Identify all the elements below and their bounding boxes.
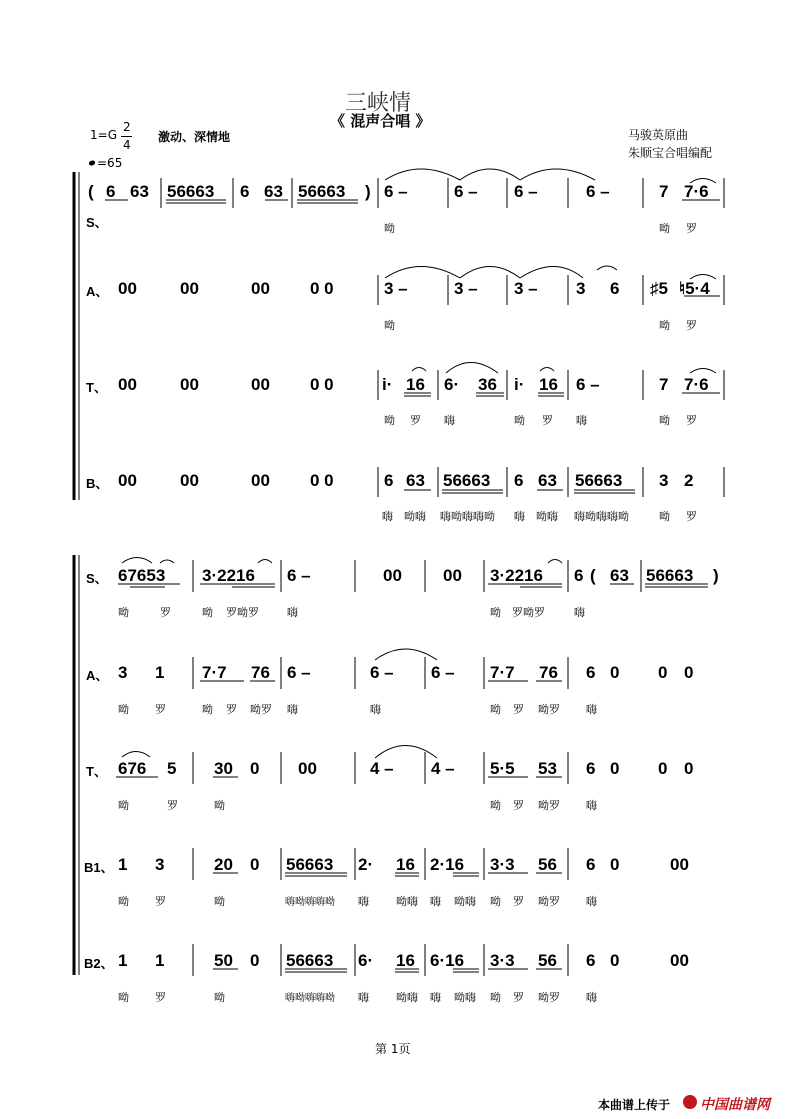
lyric: 呦嗨 bbox=[396, 991, 418, 1004]
note: 6 bbox=[574, 566, 584, 585]
note: 56663 bbox=[167, 182, 215, 201]
note: 6·16 bbox=[430, 951, 465, 970]
note: 0 0 bbox=[310, 471, 334, 490]
note: 0 bbox=[658, 759, 668, 778]
note: 50 bbox=[214, 951, 233, 970]
note: ) bbox=[365, 182, 371, 201]
note: 6· bbox=[358, 951, 374, 970]
note: 6 – bbox=[586, 182, 610, 201]
note: 16 bbox=[396, 951, 415, 970]
lyric: 呦罗 bbox=[538, 799, 560, 812]
time-signature-divider bbox=[121, 136, 132, 137]
note: 63 bbox=[538, 471, 557, 490]
note: 56663 bbox=[575, 471, 623, 490]
note: 3·2216 bbox=[202, 566, 255, 585]
lyric: 呦罗 bbox=[538, 991, 560, 1004]
note: 30 bbox=[214, 759, 233, 778]
lyric: 嗨 bbox=[287, 703, 298, 716]
lyric: 罗呦罗 bbox=[512, 606, 545, 619]
note: 3 – bbox=[384, 279, 408, 298]
lyric: 罗 bbox=[513, 703, 524, 716]
lyric: 呦 bbox=[490, 895, 501, 908]
arranger-credit: 朱顺宝合唱编配 bbox=[628, 146, 713, 160]
note: 6 bbox=[610, 279, 620, 298]
lyric: 嗨 bbox=[586, 991, 597, 1004]
note: 7 bbox=[659, 375, 669, 394]
lyric: 嗨呦嗨嗨呦 bbox=[285, 897, 335, 908]
lyric: 罗呦罗 bbox=[226, 606, 259, 619]
lyric: 罗 bbox=[513, 991, 524, 1004]
note: 6· bbox=[444, 375, 460, 394]
tempo-mark: =65 bbox=[97, 156, 123, 170]
note: 56663 bbox=[286, 951, 334, 970]
note: 00 bbox=[118, 471, 137, 490]
note: ♮5·4 bbox=[679, 279, 710, 298]
note: 3 bbox=[576, 279, 586, 298]
lyric: 呦罗 bbox=[538, 895, 560, 908]
voice-label-alto: A、 bbox=[86, 668, 109, 683]
note: 2·16 bbox=[430, 855, 465, 874]
score-subtitle: 《 混声合唱 》 bbox=[330, 112, 431, 130]
lyric: 罗 bbox=[155, 895, 166, 908]
lyric: 呦嗨 bbox=[396, 895, 418, 908]
note: 1 bbox=[155, 663, 165, 682]
note: 00 bbox=[298, 759, 317, 778]
note: 00 bbox=[443, 566, 462, 585]
lyric: 呦 bbox=[490, 703, 501, 716]
note: 6 – bbox=[287, 566, 311, 585]
lyric: 罗 bbox=[686, 319, 697, 332]
note: 0 bbox=[658, 663, 668, 682]
lyric: 罗 bbox=[410, 414, 421, 427]
note: 1 bbox=[118, 951, 128, 970]
note: 0 bbox=[684, 663, 694, 682]
lyric: 呦 bbox=[659, 414, 670, 427]
key-signature: 1=G bbox=[90, 128, 117, 142]
note: 6 bbox=[586, 951, 596, 970]
note: 5 bbox=[167, 759, 177, 778]
lyric: 嗨 bbox=[430, 895, 441, 908]
time-signature-top: 2 bbox=[123, 120, 131, 134]
note: 6 bbox=[586, 855, 596, 874]
note: 0 bbox=[250, 759, 260, 778]
lyric: 嗨 bbox=[586, 799, 597, 812]
lyric: 嗨呦嗨嗨呦 bbox=[285, 993, 335, 1004]
note: ( bbox=[88, 182, 94, 201]
expression-mark: 激动、深情地 bbox=[158, 130, 231, 144]
note: 0 bbox=[250, 855, 260, 874]
time-signature-bottom: 4 bbox=[123, 138, 131, 152]
lyric: 呦 bbox=[659, 510, 670, 523]
note: 56663 bbox=[443, 471, 491, 490]
lyric: 嗨 bbox=[586, 895, 597, 908]
note: 6 – bbox=[576, 375, 600, 394]
note: 00 bbox=[180, 471, 199, 490]
lyric: 呦 bbox=[490, 799, 501, 812]
note: 00 bbox=[180, 375, 199, 394]
note: 16 bbox=[539, 375, 558, 394]
note: 3·2216 bbox=[490, 566, 543, 585]
note: 7 bbox=[659, 182, 669, 201]
note: 6 bbox=[586, 663, 596, 682]
note: 7·6 bbox=[684, 182, 709, 201]
lyric: 嗨 bbox=[586, 703, 597, 716]
lyric: 嗨 bbox=[370, 703, 381, 716]
note: i· bbox=[382, 375, 393, 394]
note: 7·7 bbox=[490, 663, 515, 682]
note: 0 bbox=[610, 663, 620, 682]
lyric: 呦 bbox=[490, 606, 501, 619]
note: 6 bbox=[106, 182, 116, 201]
lyric: 嗨 bbox=[444, 414, 455, 427]
note: 0 bbox=[250, 951, 260, 970]
note: 56663 bbox=[286, 855, 334, 874]
upload-notice: 本曲谱上传于 bbox=[598, 1098, 671, 1112]
note: ( bbox=[590, 566, 596, 585]
voice-label-bass-1: B1、 bbox=[84, 860, 114, 875]
note: 7·6 bbox=[684, 375, 709, 394]
page-number: 第 1页 bbox=[375, 1042, 411, 1056]
note: i· bbox=[514, 375, 525, 394]
voice-label-alto: A、 bbox=[86, 284, 109, 299]
note: 63 bbox=[406, 471, 425, 490]
note: 00 bbox=[251, 375, 270, 394]
lyric: 呦嗨 bbox=[454, 991, 476, 1004]
note: 3 – bbox=[454, 279, 478, 298]
note: 3 bbox=[118, 663, 128, 682]
lyric: 呦 bbox=[384, 414, 395, 427]
note: 3·3 bbox=[490, 951, 515, 970]
note: 67653 bbox=[118, 566, 166, 585]
voice-label-soprano: S、 bbox=[86, 571, 108, 586]
site-logo-icon bbox=[683, 1095, 697, 1109]
lyric: 呦 bbox=[118, 703, 129, 716]
note: 6 bbox=[586, 759, 596, 778]
note: 6 bbox=[384, 471, 394, 490]
note: 6 – bbox=[431, 663, 455, 682]
note: 16 bbox=[406, 375, 425, 394]
lyric: 罗 bbox=[160, 606, 171, 619]
note: 0 bbox=[610, 855, 620, 874]
lyric: 呦罗 bbox=[250, 703, 272, 716]
score-title: 三峡情 bbox=[345, 91, 412, 116]
note: 0 bbox=[684, 759, 694, 778]
note: 5·5 bbox=[490, 759, 515, 778]
lyric: 罗 bbox=[686, 414, 697, 427]
lyric: 呦 bbox=[214, 799, 225, 812]
lyric: 嗨 bbox=[574, 606, 585, 619]
note: 56 bbox=[538, 855, 557, 874]
note: 6 bbox=[240, 182, 250, 201]
note: 6 – bbox=[370, 663, 394, 682]
note: 3·3 bbox=[490, 855, 515, 874]
note: 6 bbox=[514, 471, 524, 490]
voice-label-bass: B、 bbox=[86, 476, 109, 491]
lyric: 罗 bbox=[155, 703, 166, 716]
lyric: 呦 bbox=[659, 222, 670, 235]
note: 7·7 bbox=[202, 663, 227, 682]
lyric: 嗨 bbox=[382, 510, 393, 523]
lyric: 呦 bbox=[118, 895, 129, 908]
note: 00 bbox=[118, 279, 137, 298]
note: 16 bbox=[396, 855, 415, 874]
note: 56663 bbox=[646, 566, 694, 585]
lyric: 罗 bbox=[167, 799, 178, 812]
lyric: 呦 bbox=[202, 606, 213, 619]
note: 56663 bbox=[298, 182, 346, 201]
note: 00 bbox=[180, 279, 199, 298]
note: 63 bbox=[130, 182, 149, 201]
note: 6 – bbox=[287, 663, 311, 682]
note: 63 bbox=[264, 182, 283, 201]
lyric: 呦罗 bbox=[538, 703, 560, 716]
note: 00 bbox=[251, 471, 270, 490]
lyric: 呦 bbox=[214, 991, 225, 1004]
note: 2 bbox=[684, 471, 694, 490]
lyric: 嗨 bbox=[576, 414, 587, 427]
note: 3 bbox=[155, 855, 165, 874]
voice-label-bass-2: B2、 bbox=[84, 956, 114, 971]
note: 1 bbox=[118, 855, 128, 874]
note: 0 0 bbox=[310, 375, 334, 394]
note: 0 0 bbox=[310, 279, 334, 298]
note: 0 bbox=[610, 951, 620, 970]
note: 63 bbox=[610, 566, 629, 585]
note: 6 – bbox=[454, 182, 478, 201]
note: 20 bbox=[214, 855, 233, 874]
lyric: 罗 bbox=[686, 222, 697, 235]
lyric: 罗 bbox=[155, 991, 166, 1004]
voice-label-tenor: T、 bbox=[86, 764, 107, 779]
note: 00 bbox=[383, 566, 402, 585]
lyric: 嗨呦嗨嗨呦 bbox=[440, 510, 495, 523]
lyric: 嗨 bbox=[358, 991, 369, 1004]
lyric: 嗨 bbox=[514, 510, 525, 523]
lyric: 呦 bbox=[214, 895, 225, 908]
note: 00 bbox=[251, 279, 270, 298]
lyric: 罗 bbox=[686, 510, 697, 523]
lyric: 呦 bbox=[384, 222, 395, 235]
composer-credit: 马骏英原曲 bbox=[628, 128, 689, 142]
note: ) bbox=[713, 566, 719, 585]
note: 1 bbox=[155, 951, 165, 970]
site-logo-text[interactable]: 中国曲谱网 bbox=[700, 1097, 770, 1113]
lyric: 嗨 bbox=[287, 606, 298, 619]
lyric: 呦 bbox=[118, 606, 129, 619]
lyric: 呦 bbox=[659, 319, 670, 332]
note: 4 – bbox=[431, 759, 455, 778]
note: 00 bbox=[670, 855, 689, 874]
note: 76 bbox=[539, 663, 558, 682]
note: 3 – bbox=[514, 279, 538, 298]
lyric: 呦嗨 bbox=[536, 510, 558, 523]
note: 56 bbox=[538, 951, 557, 970]
note: 00 bbox=[118, 375, 137, 394]
note: 4 – bbox=[370, 759, 394, 778]
note: 3 bbox=[659, 471, 669, 490]
note: 6 – bbox=[384, 182, 408, 201]
note: 00 bbox=[670, 951, 689, 970]
lyric: 嗨 bbox=[358, 895, 369, 908]
lyric: 呦 bbox=[514, 414, 525, 427]
note: 676 bbox=[118, 759, 147, 778]
lyric: 嗨 bbox=[430, 991, 441, 1004]
lyric: 呦 bbox=[490, 991, 501, 1004]
note: 2· bbox=[358, 855, 374, 874]
lyric: 呦嗨 bbox=[454, 895, 476, 908]
lyric: 呦嗨 bbox=[404, 510, 426, 523]
lyric: 罗 bbox=[513, 895, 524, 908]
lyric: 呦 bbox=[118, 991, 129, 1004]
note: 6 – bbox=[514, 182, 538, 201]
note: ♯5 bbox=[650, 279, 668, 298]
note: 0 bbox=[610, 759, 620, 778]
note: 36 bbox=[478, 375, 497, 394]
voice-label-soprano: S、 bbox=[86, 215, 108, 230]
lyric: 罗 bbox=[542, 414, 553, 427]
lyric: 罗 bbox=[226, 703, 237, 716]
lyric: 呦 bbox=[202, 703, 213, 716]
lyric: 嗨呦嗨嗨呦 bbox=[574, 510, 629, 523]
voice-label-tenor: T、 bbox=[86, 380, 107, 395]
lyric: 呦 bbox=[384, 319, 395, 332]
note: 76 bbox=[251, 663, 270, 682]
lyric: 呦 bbox=[118, 799, 129, 812]
lyric: 罗 bbox=[513, 799, 524, 812]
note: 53 bbox=[538, 759, 557, 778]
